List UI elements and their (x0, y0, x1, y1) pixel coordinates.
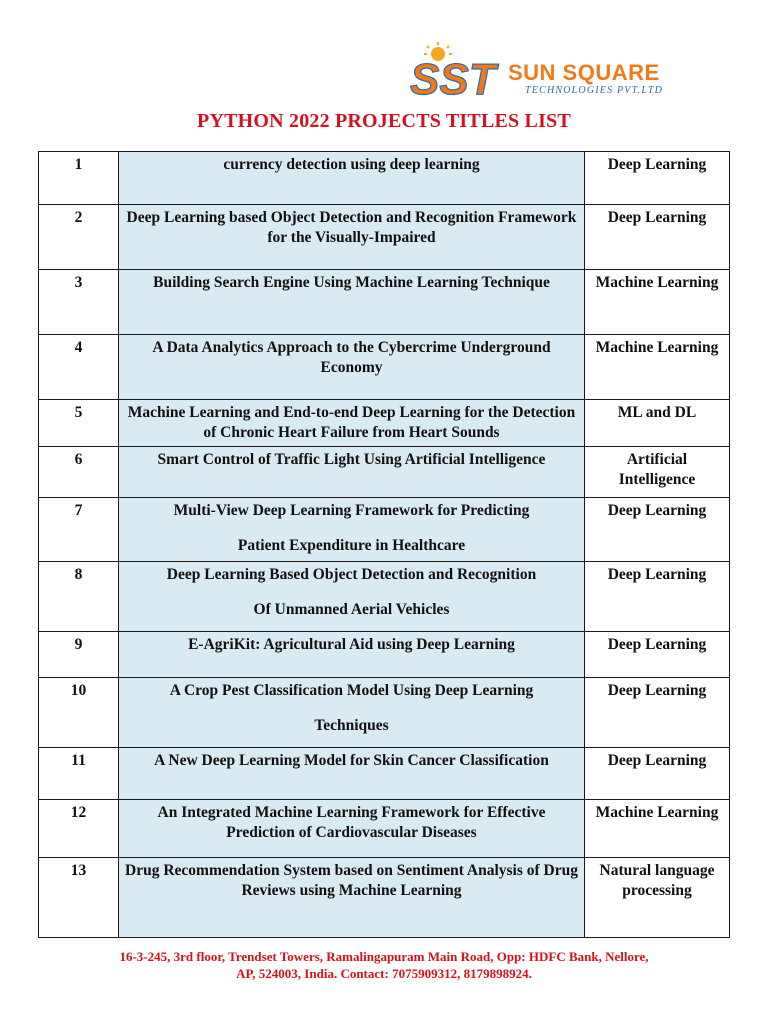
row-number: 10 (39, 678, 119, 748)
project-title (119, 800, 585, 858)
table-row (39, 152, 730, 205)
table-row (39, 858, 730, 938)
project-category: Deep Learning (585, 748, 730, 800)
project-title-line: Building Search Engine Using Machine Learning Technique (153, 274, 550, 291)
row-number: 6 (39, 447, 119, 498)
row-number: 12 (39, 800, 119, 858)
project-category: ML and DL (585, 400, 730, 447)
project-title-line: Deep Learning Based Object Detection and Recognition (166, 566, 537, 583)
project-title-line: Smart Control of Traffic Light Using Artificial Intelligence (157, 451, 546, 468)
project-title-line: E-AgriKit: Agricultural Aid using Deep Learning (188, 636, 515, 653)
project-category: Deep Learning (585, 562, 730, 632)
project-category: Deep Learning (585, 498, 730, 562)
project-title (119, 400, 585, 447)
footer-line-1: 16-3-245, 3rd floor, Trendset Towers, Ramalingapuram Main Road, Opp: HDFC Bank, Nellore, (119, 949, 649, 964)
project-title (119, 335, 585, 400)
table-row (39, 800, 730, 858)
footer-line-2: AP, 524003, India. Contact: 7075909312, 8179898924. (236, 966, 532, 981)
project-title (119, 447, 585, 498)
project-title-line: Deep Learning based Object Detection and Recognition Framework for the Visually-Impaired (126, 209, 577, 246)
project-title-line-2: Patient Expenditure in Healthcare (237, 537, 466, 554)
project-title (119, 858, 585, 938)
project-category: Deep Learning (585, 678, 730, 748)
project-category: Deep Learning (585, 152, 730, 205)
project-title-line: A Crop Pest Classification Model Using Deep Learning (169, 682, 534, 699)
page-title: PYTHON 2022 PROJECTS TITLES LIST (197, 110, 571, 132)
row-number: 7 (39, 498, 119, 562)
project-title-line: Multi-View Deep Learning Framework for Predicting (173, 502, 530, 519)
project-category: Deep Learning (585, 205, 730, 270)
footer-address (0, 948, 768, 982)
row-number: 11 (39, 748, 119, 800)
project-category: Artificial Intelligence (585, 447, 730, 498)
projects-table (38, 151, 730, 938)
project-title-line: Drug Recommendation System based on Sentiment Analysis of Drug Reviews using Machine Learning (125, 862, 578, 899)
table-row (39, 498, 730, 562)
logo-company-name: SUN SQUARE (508, 60, 660, 85)
company-logo (408, 42, 678, 102)
row-number: 13 (39, 858, 119, 938)
table-row (39, 748, 730, 800)
sun-logo-icon (408, 42, 518, 102)
project-category: Natural language processing (585, 858, 730, 938)
project-title (119, 498, 585, 562)
table-row (39, 678, 730, 748)
project-title (119, 678, 585, 748)
table-row (39, 562, 730, 632)
project-title-line: Machine Learning and End-to-end Deep Learning for the Detection of Chronic Heart Failure from Heart Sounds (127, 404, 576, 441)
project-title-line: A New Deep Learning Model for Skin Cancer Classification (154, 752, 549, 769)
table-row (39, 335, 730, 400)
project-category: Machine Learning (585, 800, 730, 858)
project-title-line: currency detection using deep learning (223, 156, 480, 173)
table-row (39, 205, 730, 270)
project-title (119, 205, 585, 270)
project-title-line-2: Techniques (314, 717, 389, 734)
project-title-line-2: Of Unmanned Aerial Vehicles (253, 601, 450, 618)
table-row (39, 447, 730, 498)
row-number: 8 (39, 562, 119, 632)
project-category: Deep Learning (585, 632, 730, 678)
project-category: Machine Learning (585, 270, 730, 335)
project-title-line: A Data Analytics Approach to the Cybercrime Underground Economy (152, 339, 551, 376)
row-number: 4 (39, 335, 119, 400)
table-row (39, 400, 730, 447)
project-title (119, 748, 585, 800)
project-title (119, 152, 585, 205)
row-number: 9 (39, 632, 119, 678)
table-row (39, 632, 730, 678)
project-category: Machine Learning (585, 335, 730, 400)
project-title-line: An Integrated Machine Learning Framework for Effective Prediction of Cardiovascular Diseases (157, 804, 546, 841)
row-number: 5 (39, 400, 119, 447)
row-number: 3 (39, 270, 119, 335)
row-number: 2 (39, 205, 119, 270)
table-row (39, 270, 730, 335)
project-title (119, 632, 585, 678)
project-title (119, 270, 585, 335)
logo-company-subtitle: TECHNOLOGIES PVT.LTD (525, 85, 664, 96)
project-title (119, 562, 585, 632)
svg-text:SST: SST (410, 55, 496, 102)
row-number: 1 (39, 152, 119, 205)
